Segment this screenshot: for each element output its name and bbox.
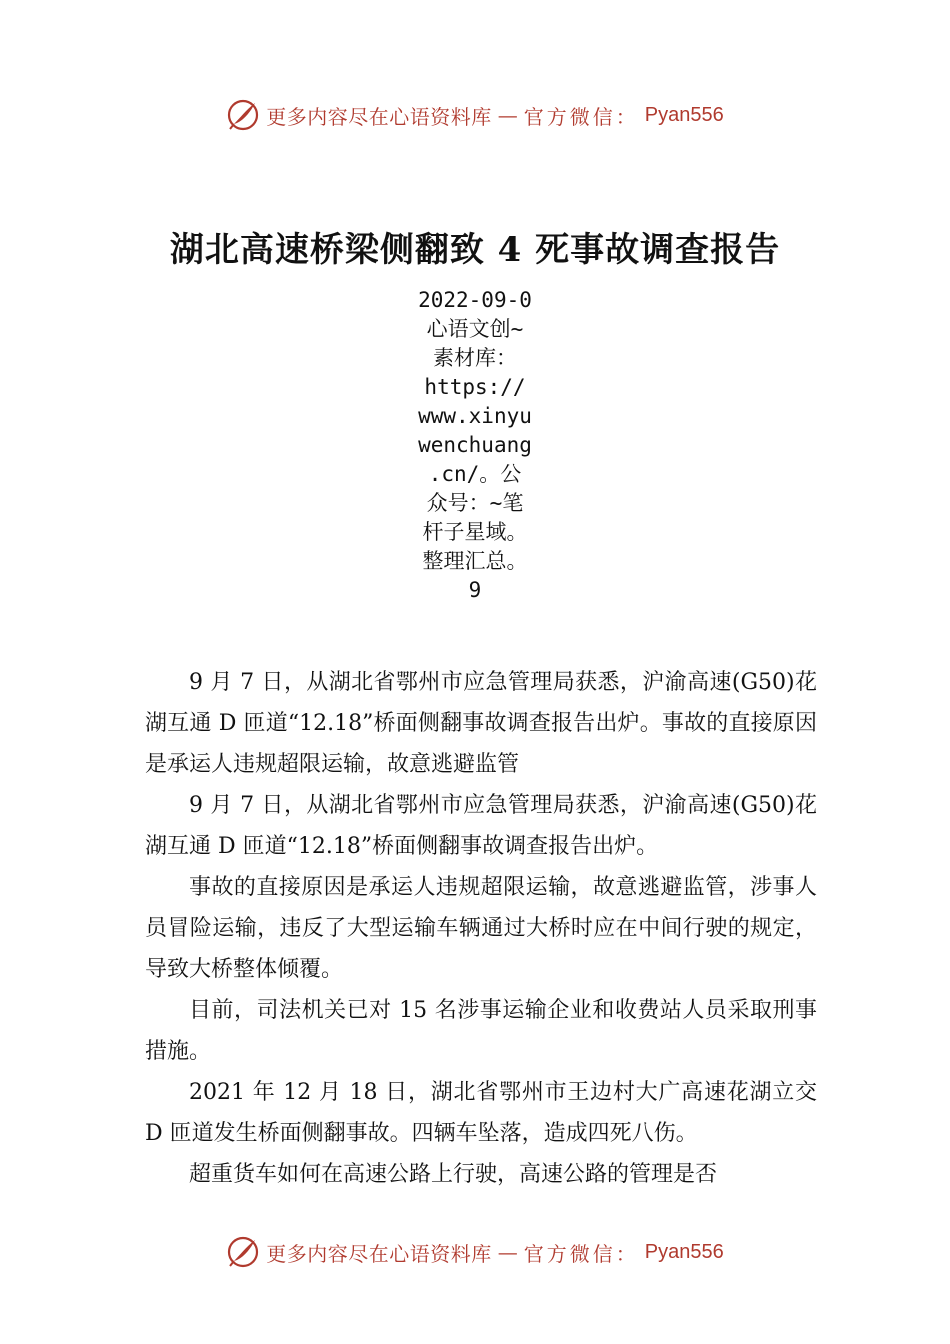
page-header: [0, 95, 950, 135]
footer-separator: —: [497, 1240, 518, 1264]
footer-wechat-label: 官方微信：: [523, 1241, 639, 1266]
body-paragraph: 事故的直接原因是承运人违规超限运输，故意逃避监管，涉事人员冒险运输，违反了大型运输车辆通过大桥时应在中间行驶的规定，导致大桥整体倾覆。: [145, 875, 817, 982]
meta-line: www.xinyu: [418, 404, 532, 428]
quill-pen-logo-icon: [226, 98, 260, 132]
body-paragraph: 超重货车如何在高速公路上行驶，高速公路的管理是否: [189, 1162, 718, 1187]
body-paragraph: 2021 年 12 月 18 日，湖北省鄂州市王边村大广高速花湖立交 D 匝道发生桥面侧翻事故。四辆车坠落，造成四死八伤。: [145, 1080, 817, 1146]
meta-line: 整理汇总。: [422, 549, 528, 573]
header-wechat-label: 官方微信：: [523, 104, 639, 129]
body-paragraph: 9 月 7 日，从湖北省鄂州市应急管理局获悉，沪渝高速(G50)花湖互通 D 匝道“12.18”桥面侧翻事故调查报告出炉。事故的直接原因是承运人违规超限运输，故意逃避监管: [145, 670, 817, 777]
footer-wechat-id: Pyan556: [644, 1240, 724, 1263]
meta-line: https://: [424, 375, 526, 399]
meta-line: 众号：~笔: [426, 491, 524, 515]
header-separator: —: [497, 103, 518, 127]
footer-slogan: 更多内容尽在心语资料库: [266, 1241, 492, 1266]
meta-line: .cn/。公: [428, 462, 522, 486]
page-footer: [0, 1232, 950, 1272]
document-title: 湖北高速桥梁侧翻致 4 死事故调查报告: [169, 230, 781, 270]
header-wechat-id: Pyan556: [644, 103, 724, 126]
meta-line: 素材库：: [433, 346, 517, 370]
header-slogan: 更多内容尽在心语资料库: [266, 104, 492, 129]
meta-line: 杆子星域。: [422, 520, 528, 544]
meta-line: 9: [468, 578, 482, 602]
document-body: [145, 662, 817, 1195]
header-brand: [226, 98, 723, 132]
footer-brand: [226, 1235, 723, 1269]
meta-line: wenchuang: [418, 433, 532, 457]
body-paragraph: 9 月 7 日，从湖北省鄂州市应急管理局获悉，沪渝高速(G50)花湖互通 D 匝道“12.18”桥面侧翻事故调查报告出炉。: [145, 793, 817, 859]
meta-line: 2022-09-0: [418, 288, 532, 312]
meta-line: 心语文创~: [426, 317, 524, 341]
body-paragraph: 目前，司法机关已对 15 名涉事运输企业和收费站人员采取刑事措施。: [145, 998, 817, 1064]
quill-pen-logo-icon: [226, 1235, 260, 1269]
document-meta: [405, 286, 545, 605]
